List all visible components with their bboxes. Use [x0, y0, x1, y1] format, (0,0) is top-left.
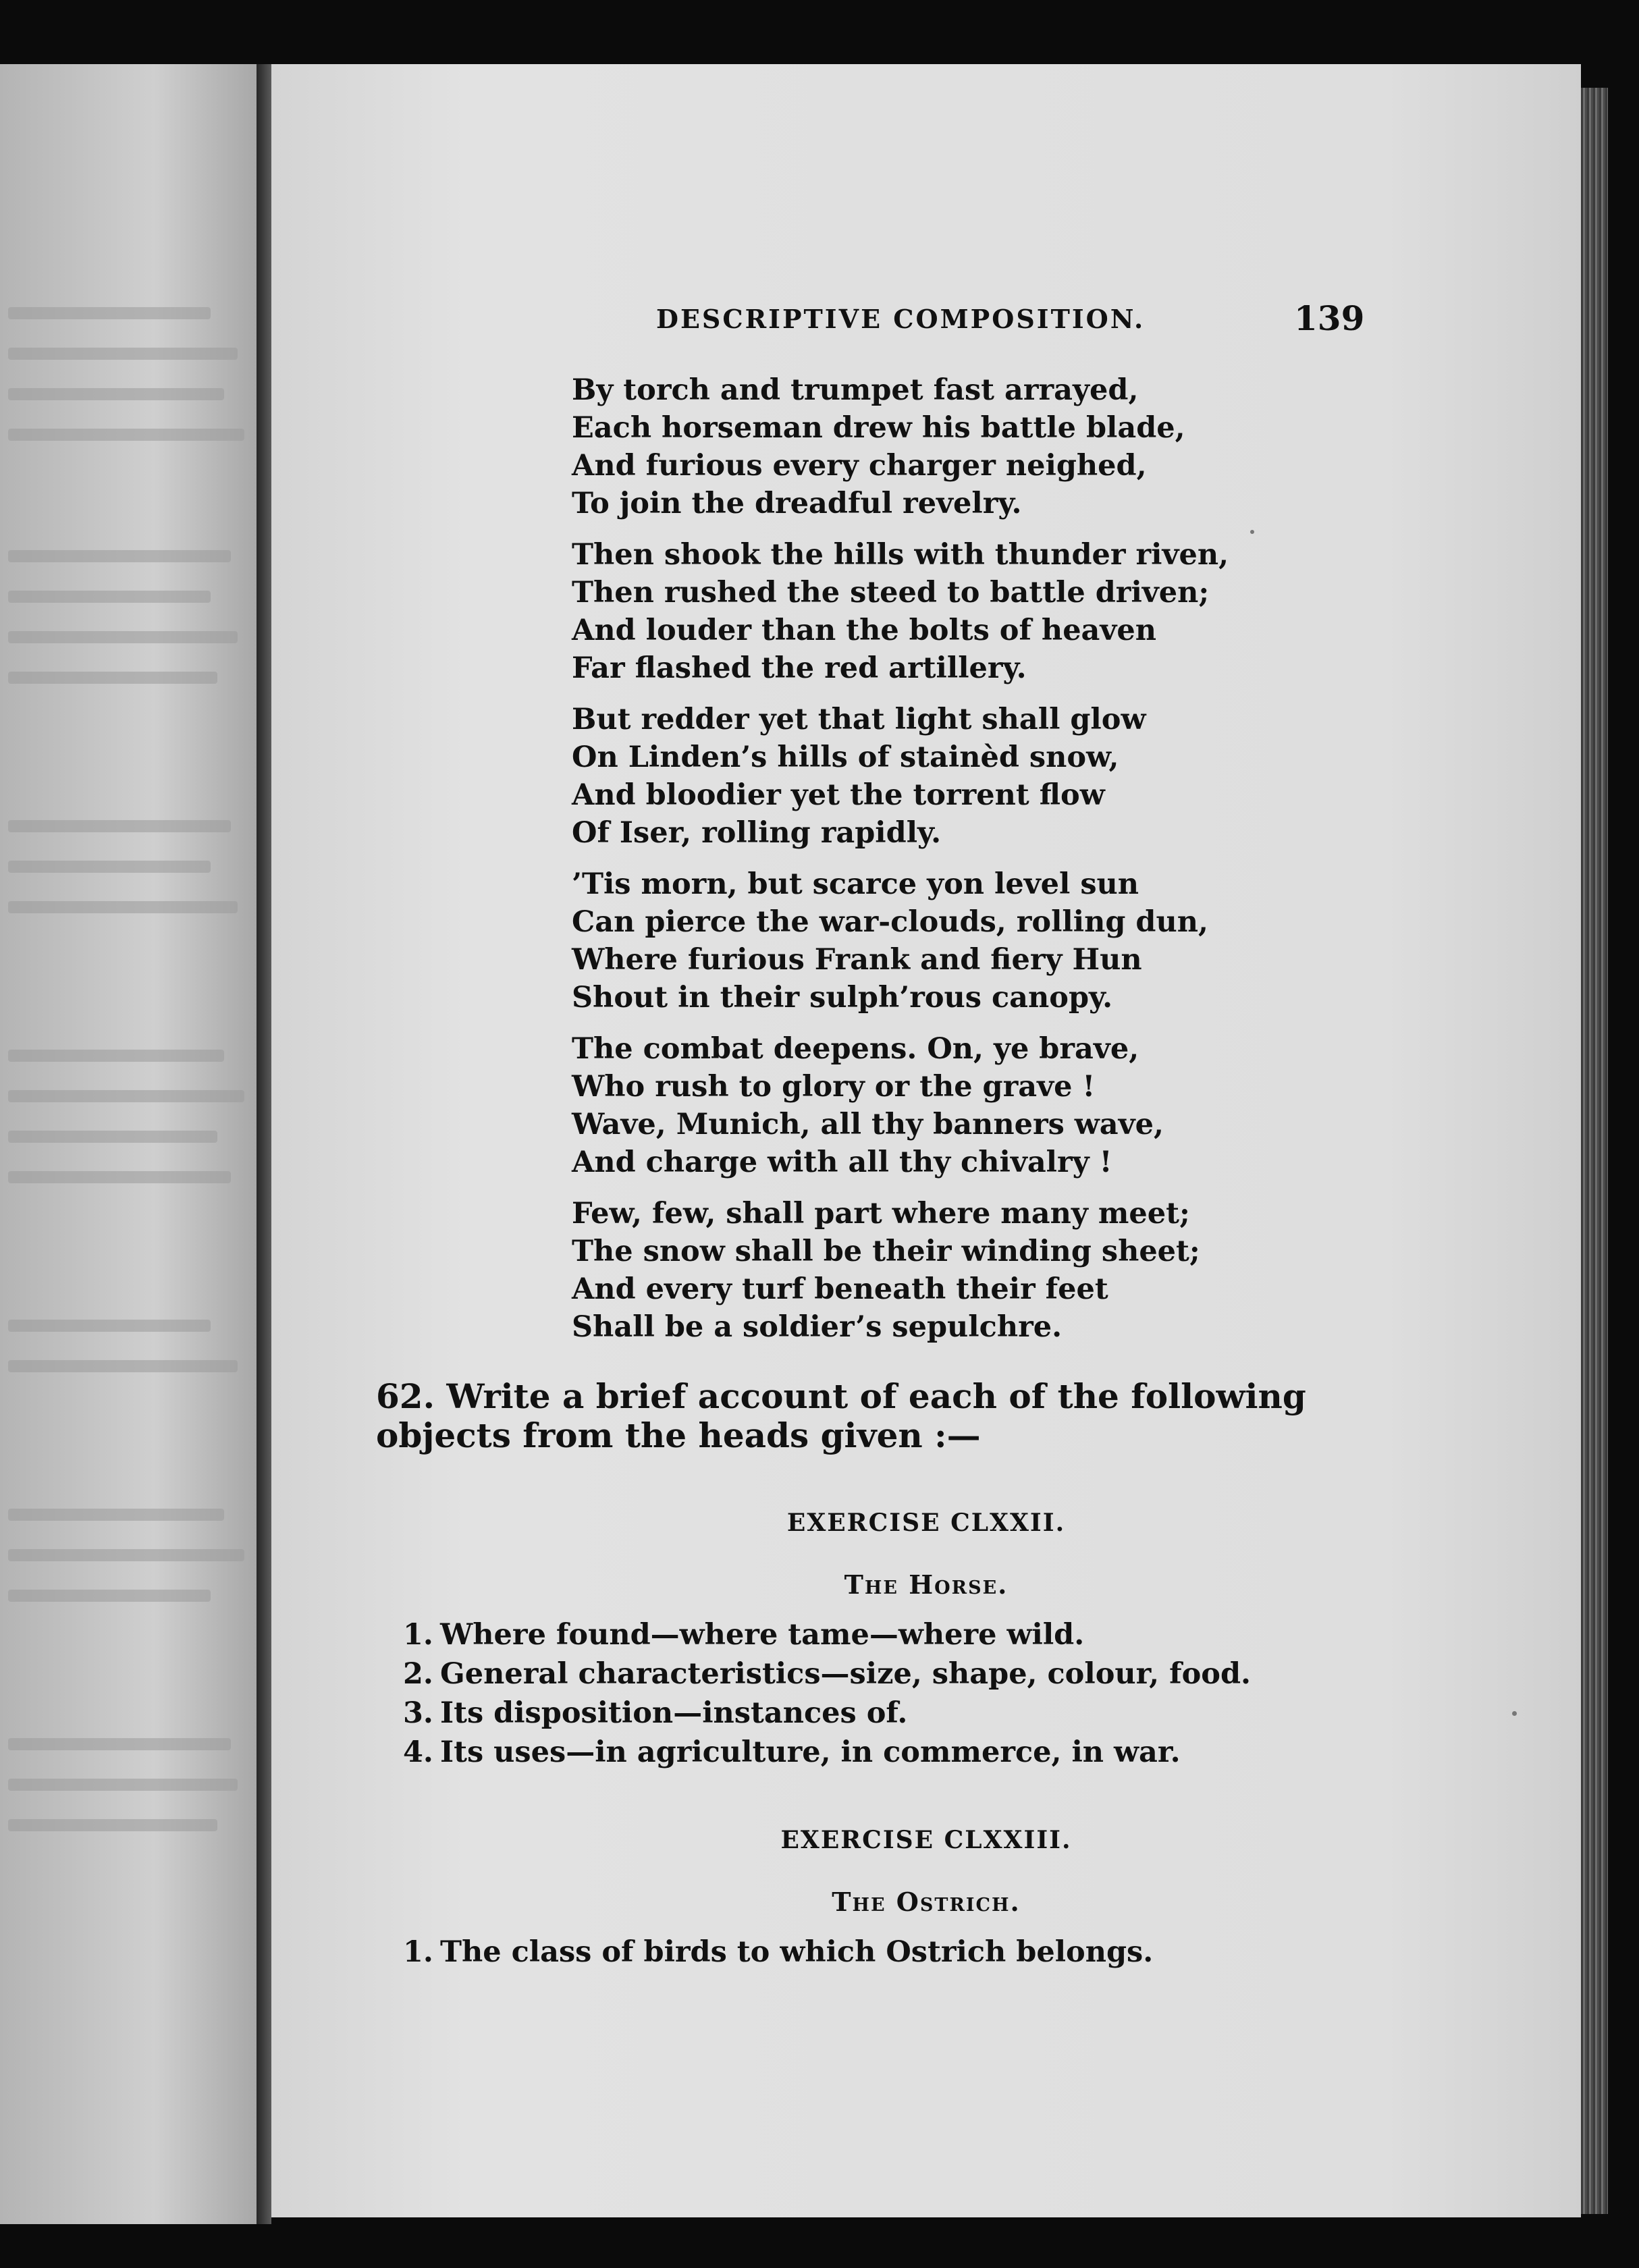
poem-line: And furious every charger neighed, [572, 449, 1147, 483]
poem-stanza [572, 1195, 1449, 1346]
poem-line: Can pierce the war-clouds, rolling dun, [572, 905, 1208, 939]
list-item [403, 1654, 1416, 1694]
poem [572, 371, 1449, 1359]
poem-line: Each horseman drew his battle blade, [572, 411, 1185, 445]
section-62 [376, 1377, 1429, 1455]
poem-stanza [572, 701, 1449, 852]
exercise-title: The Ostrich. [832, 1887, 1021, 1917]
poem-line: By torch and trumpet fast arrayed, [572, 373, 1139, 407]
list-item-text: Its uses—in agriculture, in commerce, in war. [440, 1735, 1181, 1769]
list-item-number: 4. [403, 1735, 433, 1769]
list-item [403, 1733, 1416, 1772]
running-head: DESCRIPTIVE COMPOSITION. [656, 304, 1146, 334]
poem-line: Where furious Frank and fiery Hun [572, 943, 1142, 977]
section-number: 62. [376, 1376, 435, 1416]
paper-speck [1250, 530, 1254, 534]
poem-line: Of Iser, rolling rapidly. [572, 816, 942, 850]
list-item-text: The class of birds to which Ostrich belongs. [440, 1935, 1154, 1969]
poem-line: And every turf beneath their feet [572, 1272, 1108, 1306]
poem-line: ’Tis morn, but scarce yon level sun [572, 867, 1139, 901]
list-item-number: 1. [403, 1618, 433, 1652]
exercise-title: The Horse. [844, 1569, 1009, 1600]
poem-stanza [572, 1030, 1449, 1181]
list-item-text: Where found—where tame—where wild. [440, 1618, 1085, 1652]
book-spine [257, 64, 271, 2224]
poem-line: But redder yet that light shall glow [572, 703, 1146, 736]
poem-line: Shout in their sulph’rous canopy. [572, 981, 1113, 1015]
list-item [403, 1933, 1416, 1972]
list-item [403, 1615, 1416, 1654]
exercise-heading: EXERCISE CLXXII. [786, 1509, 1066, 1537]
poem-line: Who rush to glory or the grave ! [572, 1070, 1096, 1104]
book-page [271, 64, 1581, 2217]
page-number: 139 [1294, 298, 1365, 338]
exercise-heading: EXERCISE CLXXIII. [780, 1826, 1072, 1854]
poem-line: Few, few, shall part where many meet; [572, 1197, 1190, 1231]
section-intro: Write a brief account of each of the following objects from the heads given :— [376, 1376, 1306, 1455]
poem-line: On Linden’s hills of stainèd snow, [572, 740, 1119, 774]
exercise-list [403, 1933, 1416, 1972]
poem-line: The combat deepens. On, ye brave, [572, 1032, 1139, 1066]
poem-line: The snow shall be their winding sheet; [572, 1235, 1200, 1268]
list-item-text: Its disposition—instances of. [440, 1696, 908, 1730]
poem-line: And charge with all thy chivalry ! [572, 1145, 1112, 1179]
poem-line: To join the dreadful revelry. [572, 487, 1022, 520]
list-item-number: 1. [403, 1935, 433, 1969]
page-header [271, 298, 1581, 344]
exercise-list [403, 1615, 1416, 1772]
list-item-number: 3. [403, 1696, 433, 1730]
poem-line: Then shook the hills with thunder riven, [572, 538, 1229, 572]
paper-speck [1512, 1711, 1517, 1716]
poem-line: Far flashed the red artillery. [572, 651, 1027, 685]
poem-line: And bloodier yet the torrent flow [572, 778, 1105, 812]
poem-line: Wave, Munich, all thy banners wave, [572, 1108, 1164, 1141]
list-item-text: General characteristics—size, shape, colour, food. [440, 1657, 1251, 1691]
poem-line: And louder than the bolts of heaven [572, 614, 1157, 647]
poem-line: Shall be a soldier’s sepulchre. [572, 1310, 1063, 1344]
poem-stanza [572, 865, 1449, 1017]
list-item-number: 2. [403, 1657, 433, 1691]
poem-line: Then rushed the steed to battle driven; [572, 576, 1210, 610]
poem-stanza [572, 536, 1449, 687]
poem-stanza [572, 371, 1449, 522]
page-edge [1581, 88, 1608, 2214]
facing-page [0, 64, 257, 2224]
list-item [403, 1694, 1416, 1733]
